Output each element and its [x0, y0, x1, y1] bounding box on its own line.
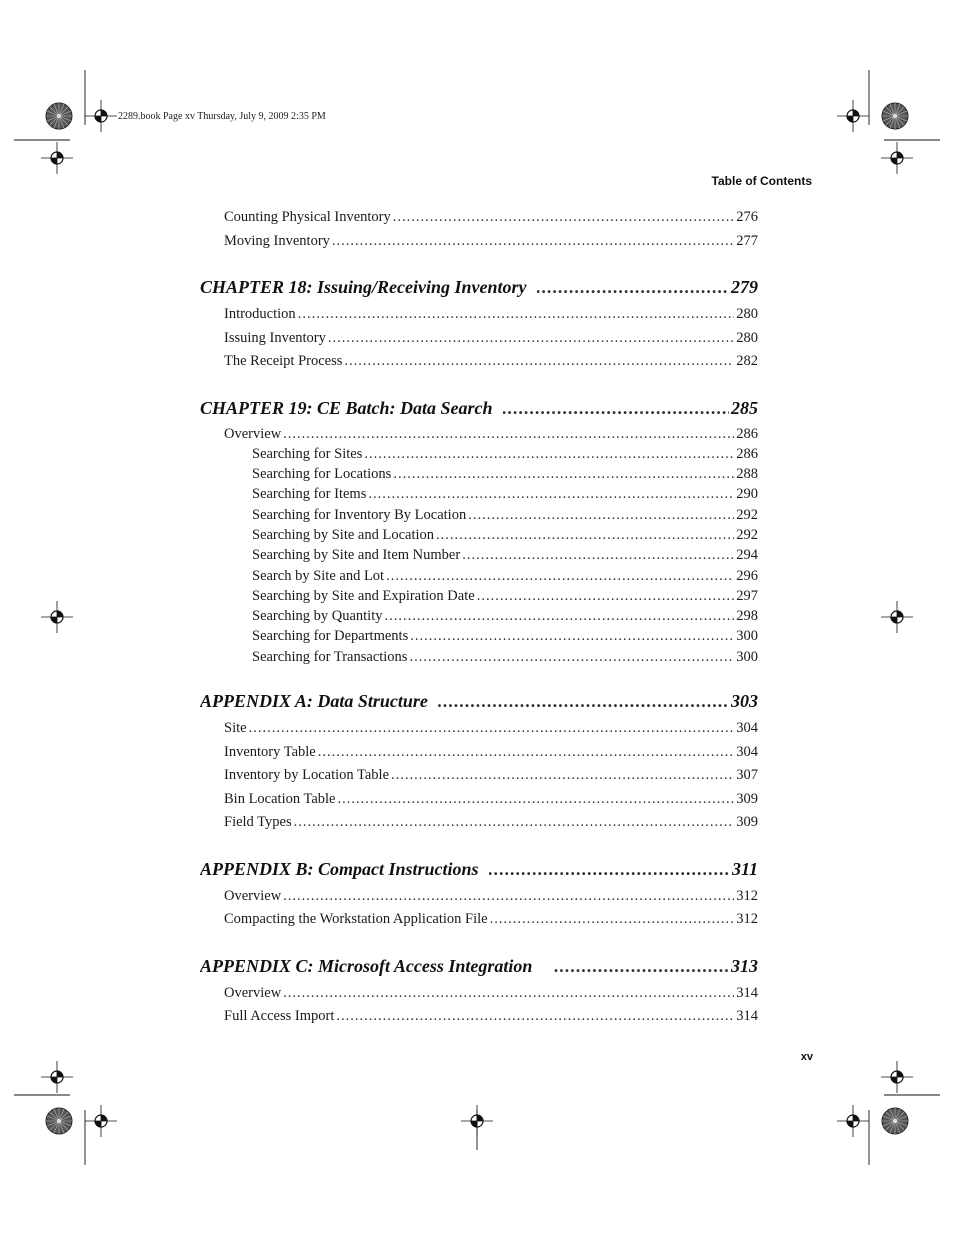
dot-leader: [554, 952, 729, 980]
toc-entry-page: 312: [736, 887, 758, 904]
toc-subentry-title: Searching for Items: [252, 486, 367, 503]
registration-mark-icon: [85, 100, 117, 132]
dot-leader: [364, 444, 734, 464]
toc-entry-title: Overview: [224, 887, 282, 904]
toc-subentry-page: 292: [736, 506, 758, 523]
toc-subentry-title: Searching for Transactions: [252, 648, 408, 665]
toc-entry[interactable]: [200, 206, 758, 230]
toc-entry[interactable]: [200, 327, 758, 351]
chapter-title: CHAPTER 19: CE Batch: Data Search: [200, 397, 493, 418]
dot-leader: [384, 606, 734, 626]
toc-subentry-title: Searching by Site and Location: [252, 526, 435, 543]
toc-entry-title: Overview: [224, 425, 282, 442]
dot-leader: [462, 545, 734, 565]
dot-leader: [386, 566, 734, 586]
toc-entry[interactable]: [200, 764, 758, 788]
dot-leader: [318, 741, 735, 765]
toc-subentry-title: Searching for Sites: [252, 445, 363, 462]
chapter-title: CHAPTER 18: Issuing/Receiving Inventory: [200, 277, 527, 297]
toc-subentry[interactable]: [200, 545, 758, 565]
color-bar-star-icon: [882, 103, 908, 129]
toc-entry-page: 280: [736, 306, 758, 322]
dot-leader: [368, 484, 734, 504]
toc-subentry-page: 292: [736, 526, 758, 543]
toc-entry-title: Counting Physical Inventory: [224, 209, 391, 225]
toc-subentry-page: 298: [736, 608, 758, 625]
toc-subentry-title: Searching by Site and Item Number: [252, 547, 461, 564]
color-bar-star-icon: [46, 1108, 72, 1134]
toc-subentry[interactable]: [200, 525, 758, 545]
dot-leader: [477, 586, 735, 606]
toc-entry-title: Overview: [224, 984, 282, 1001]
toc-subentry-title: Searching by Site and Expiration Date: [252, 587, 475, 604]
toc-subentry[interactable]: [200, 464, 758, 484]
registration-mark-icon: [881, 601, 913, 633]
chapter-heading[interactable]: [200, 394, 758, 422]
chapter-page: 279: [731, 277, 758, 297]
toc-subentry-page: 300: [736, 628, 758, 645]
dot-leader: [283, 885, 734, 909]
dot-leader: [490, 908, 735, 932]
print-slug: 2289.book Page xv Thursday, July 9, 2009 2:35 PM: [118, 111, 326, 122]
toc-entry[interactable]: [200, 811, 758, 835]
toc-subentry[interactable]: [200, 586, 758, 606]
dot-leader: [393, 206, 735, 230]
toc-subentry-title: Searching for Inventory By Location: [252, 506, 467, 523]
toc-entry[interactable]: [200, 303, 758, 327]
dot-leader: [393, 464, 734, 484]
toc-entry[interactable]: [200, 230, 758, 254]
toc-entry-title: Introduction: [224, 306, 296, 322]
toc-subentry-page: 290: [736, 486, 758, 503]
toc-entry-page: 277: [736, 232, 758, 249]
toc-entry-page: 280: [736, 329, 758, 346]
toc-subentry[interactable]: [200, 444, 758, 464]
dot-leader: [436, 525, 734, 545]
appendix-page: 303: [731, 691, 758, 712]
running-head: Table of Contents: [711, 174, 812, 188]
dot-leader: [283, 982, 734, 1006]
toc-subentry-page: 286: [736, 445, 758, 462]
dot-leader: [294, 811, 735, 835]
registration-mark-icon: [881, 1061, 913, 1093]
toc-subentry-title: Searching by Quantity: [252, 608, 383, 625]
registration-mark-icon: [41, 1061, 73, 1093]
appendix-page: 313: [731, 955, 758, 976]
toc-subentry-page: 300: [736, 648, 758, 665]
appendix-title: APPENDIX C: Microsoft Access Integration: [200, 955, 533, 976]
toc-entry[interactable]: [200, 350, 758, 374]
color-bar-star-icon: [46, 103, 72, 129]
toc-entry-title: Moving Inventory: [224, 232, 330, 249]
toc-entry-page: 276: [736, 209, 758, 225]
dot-leader: [503, 394, 729, 422]
toc-subentry-page: 294: [736, 547, 758, 564]
chapter-page: 285: [731, 397, 758, 418]
toc-entry-title: Bin Location Table: [224, 790, 336, 807]
dot-leader: [537, 273, 729, 301]
dot-leader: [409, 647, 734, 667]
dot-leader: [337, 788, 734, 812]
toc-entry-title: Full Access Import: [224, 1008, 335, 1025]
toc-entry-title: Compacting the Workstation Application File: [224, 911, 488, 928]
toc-subentry[interactable]: [200, 626, 758, 646]
toc-subentry[interactable]: [200, 566, 758, 586]
toc-entry-title: The Receipt Process: [224, 353, 343, 369]
table-of-contents: [200, 206, 758, 1029]
dot-leader: [391, 764, 734, 788]
toc-entry[interactable]: [200, 885, 758, 909]
appendix-heading[interactable]: [200, 855, 758, 883]
toc-entry[interactable]: [200, 717, 758, 741]
appendix-page: 311: [731, 858, 758, 879]
toc-entry[interactable]: [200, 788, 758, 812]
appendix-title: APPENDIX A: Data Structure: [200, 691, 428, 712]
dot-leader: [249, 717, 735, 741]
toc-entry-title: Inventory by Location Table: [224, 767, 390, 784]
toc-entry-page: 314: [736, 1008, 758, 1025]
toc-entry-page: 304: [736, 720, 758, 737]
appendix-heading[interactable]: [200, 687, 758, 715]
color-bar-star-icon: [882, 1108, 908, 1134]
appendix-heading[interactable]: [200, 952, 758, 980]
dot-leader: [298, 303, 735, 327]
toc-subentry[interactable]: [200, 647, 758, 667]
toc-subentry[interactable]: [200, 484, 758, 504]
toc-entry-title: Issuing Inventory: [224, 329, 326, 346]
toc-subentry-title: Search by Site and Lot: [252, 567, 385, 584]
dot-leader: [410, 626, 734, 646]
toc-entry-title: Site: [224, 720, 247, 737]
toc-subentry[interactable]: [200, 606, 758, 626]
toc-entry-page: 307: [736, 767, 758, 784]
toc-entry-page: 314: [736, 984, 758, 1001]
toc-entry-page: 312: [736, 911, 758, 928]
toc-entry[interactable]: [200, 982, 758, 1006]
toc-entry[interactable]: [200, 741, 758, 765]
dot-leader: [283, 424, 734, 444]
dot-leader: [489, 855, 730, 883]
toc-subentry-title: Searching for Locations: [252, 466, 392, 483]
toc-entry-title: Inventory Table: [224, 743, 316, 760]
toc-entry-page: 286: [736, 425, 758, 442]
toc-entry-page: 309: [736, 790, 758, 807]
page-number: xv: [800, 1051, 813, 1063]
dot-leader: [438, 687, 729, 715]
toc-entry[interactable]: [200, 424, 758, 444]
dot-leader: [468, 505, 734, 525]
toc-subentry-page: 297: [736, 587, 758, 604]
appendix-title: APPENDIX B: Compact Instructions: [200, 858, 479, 879]
chapter-heading[interactable]: [200, 273, 758, 301]
registration-mark-icon: [41, 142, 73, 174]
toc-entry[interactable]: [200, 1005, 758, 1029]
toc-entry[interactable]: [200, 908, 758, 932]
toc-entry-page: 282: [736, 353, 758, 369]
registration-mark-icon: [837, 1105, 869, 1137]
dot-leader: [344, 350, 734, 374]
registration-mark-icon: [85, 1105, 117, 1137]
toc-subentry-page: 296: [736, 567, 758, 584]
toc-subentry-title: Searching for Departments: [252, 628, 409, 645]
toc-entry-title: Field Types: [224, 814, 292, 831]
dot-leader: [332, 230, 734, 254]
toc-entry-page: 304: [736, 743, 758, 760]
toc-subentry-page: 288: [736, 466, 758, 483]
registration-mark-icon: [41, 601, 73, 633]
dot-leader: [328, 327, 734, 351]
registration-mark-icon: [461, 1105, 493, 1137]
dot-leader: [336, 1005, 734, 1029]
registration-mark-icon: [837, 100, 869, 132]
toc-subentry[interactable]: [200, 505, 758, 525]
toc-entry-page: 309: [736, 814, 758, 831]
registration-mark-icon: [881, 142, 913, 174]
